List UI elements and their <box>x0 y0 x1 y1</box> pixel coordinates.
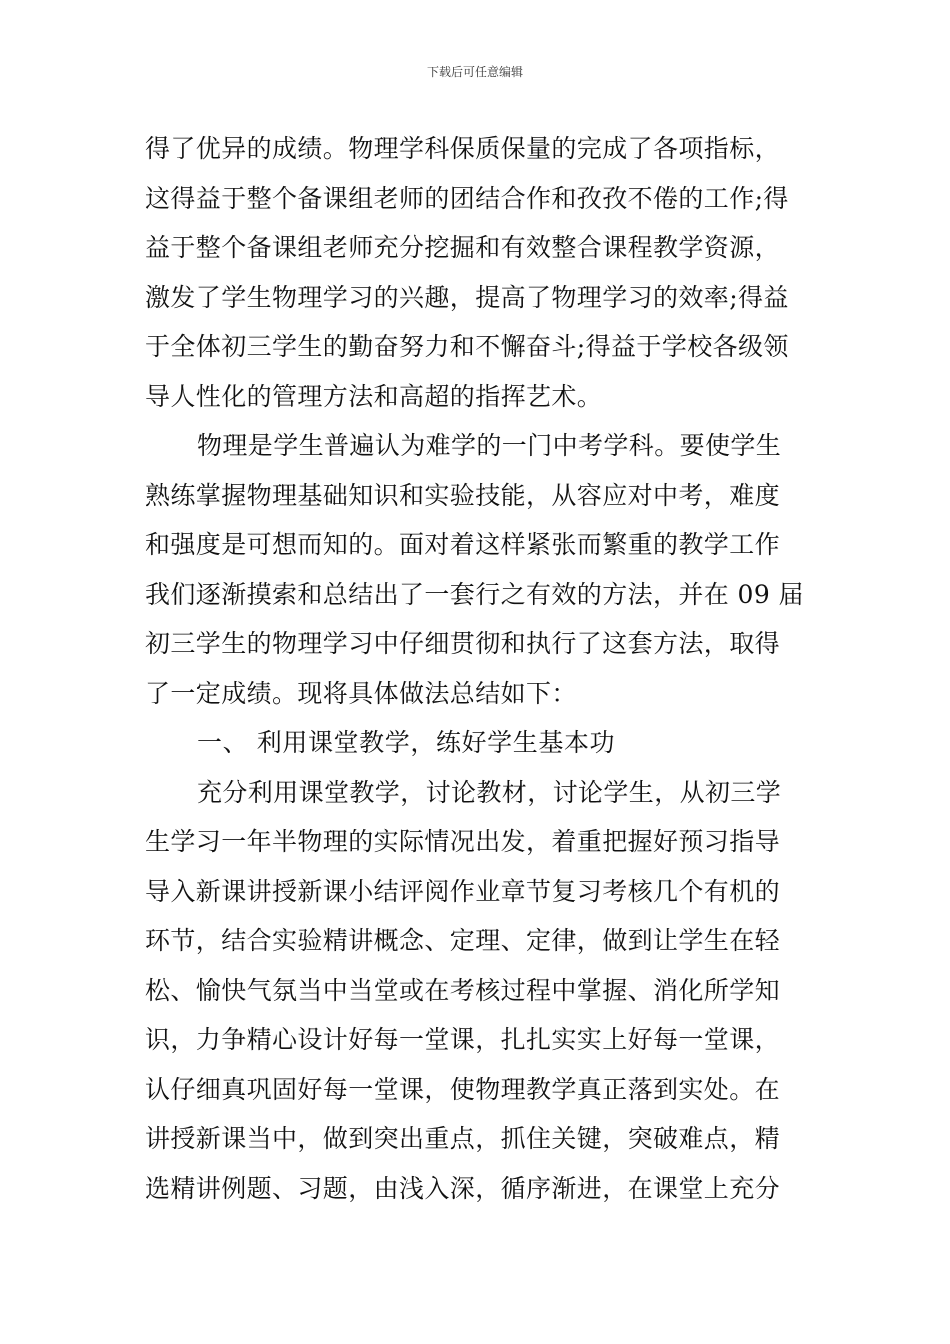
text-line: 初三学生的物理学习中仔细贯彻和执行了这套方法，取得 <box>145 629 781 658</box>
text-line: 激发了学生物理学习的兴趣，提高了物理学习的效率;得益 <box>145 282 789 312</box>
text-line: 益于整个备课组老师充分挖掘和有效整合课程教学资源， <box>145 233 781 262</box>
text-line: 松、愉快气氛当中当堂或在考核过程中掌握、消化所学知 <box>145 975 781 1005</box>
paragraph-start-line: 物理是学生普遍认为难学的一门中考学科。要使学生 <box>197 431 782 460</box>
text-line: 于全体初三学生的勤奋努力和不懈奋斗;得益于学校各级领 <box>145 332 789 361</box>
text-line: 识，力争精心设计好每一堂课，扎扎实实上好每一堂课， <box>145 1025 781 1054</box>
text-line: 我们逐渐摸索和总结出了一套行之有效的方法，并在 09 届 <box>145 579 804 609</box>
text-line: 选精讲例题、习题，由浅入深，循序渐进，在课堂上充分 <box>145 1173 781 1203</box>
text-line: 得了优异的成绩。物理学科保质保量的完成了各项指标， <box>145 134 781 163</box>
text-line: 生学习一年半物理的实际情况出发，着重把握好预习指导 <box>145 827 781 856</box>
text-line: 这得益于整个备课组老师的团结合作和孜孜不倦的工作;得 <box>145 183 789 213</box>
paragraph-start-line: 充分利用课堂教学，讨论教材，讨论学生，从初三学 <box>197 777 782 807</box>
text-line: 导人性化的管理方法和高超的指挥艺术。 <box>145 381 603 411</box>
text-line: 环节，结合实验精讲概念、定理、定律，做到让学生在轻 <box>145 926 781 955</box>
text-line: 导入新课讲授新课小结评阅作业章节复习考核几个有机的 <box>145 876 781 906</box>
text-line: 和强度是可想而知的。面对着这样紧张而繁重的教学工作 <box>145 530 781 559</box>
text-line: 了一定成绩。现将具体做法总结如下： <box>145 678 577 708</box>
page-header: 下载后可任意编辑 <box>426 65 523 79</box>
section-heading: 一、 利用课堂教学，练好学生基本功 <box>197 728 616 757</box>
text-line: 认仔细真巩固好每一堂课，使物理教学真正落到实处。在 <box>145 1074 781 1104</box>
text-line: 讲授新课当中，做到突出重点，抓住关键，突破难点，精 <box>145 1124 781 1153</box>
document-body <box>145 124 805 1213</box>
text-line: 熟练掌握物理基础知识和实验技能，从容应对中考，难度 <box>145 480 781 510</box>
